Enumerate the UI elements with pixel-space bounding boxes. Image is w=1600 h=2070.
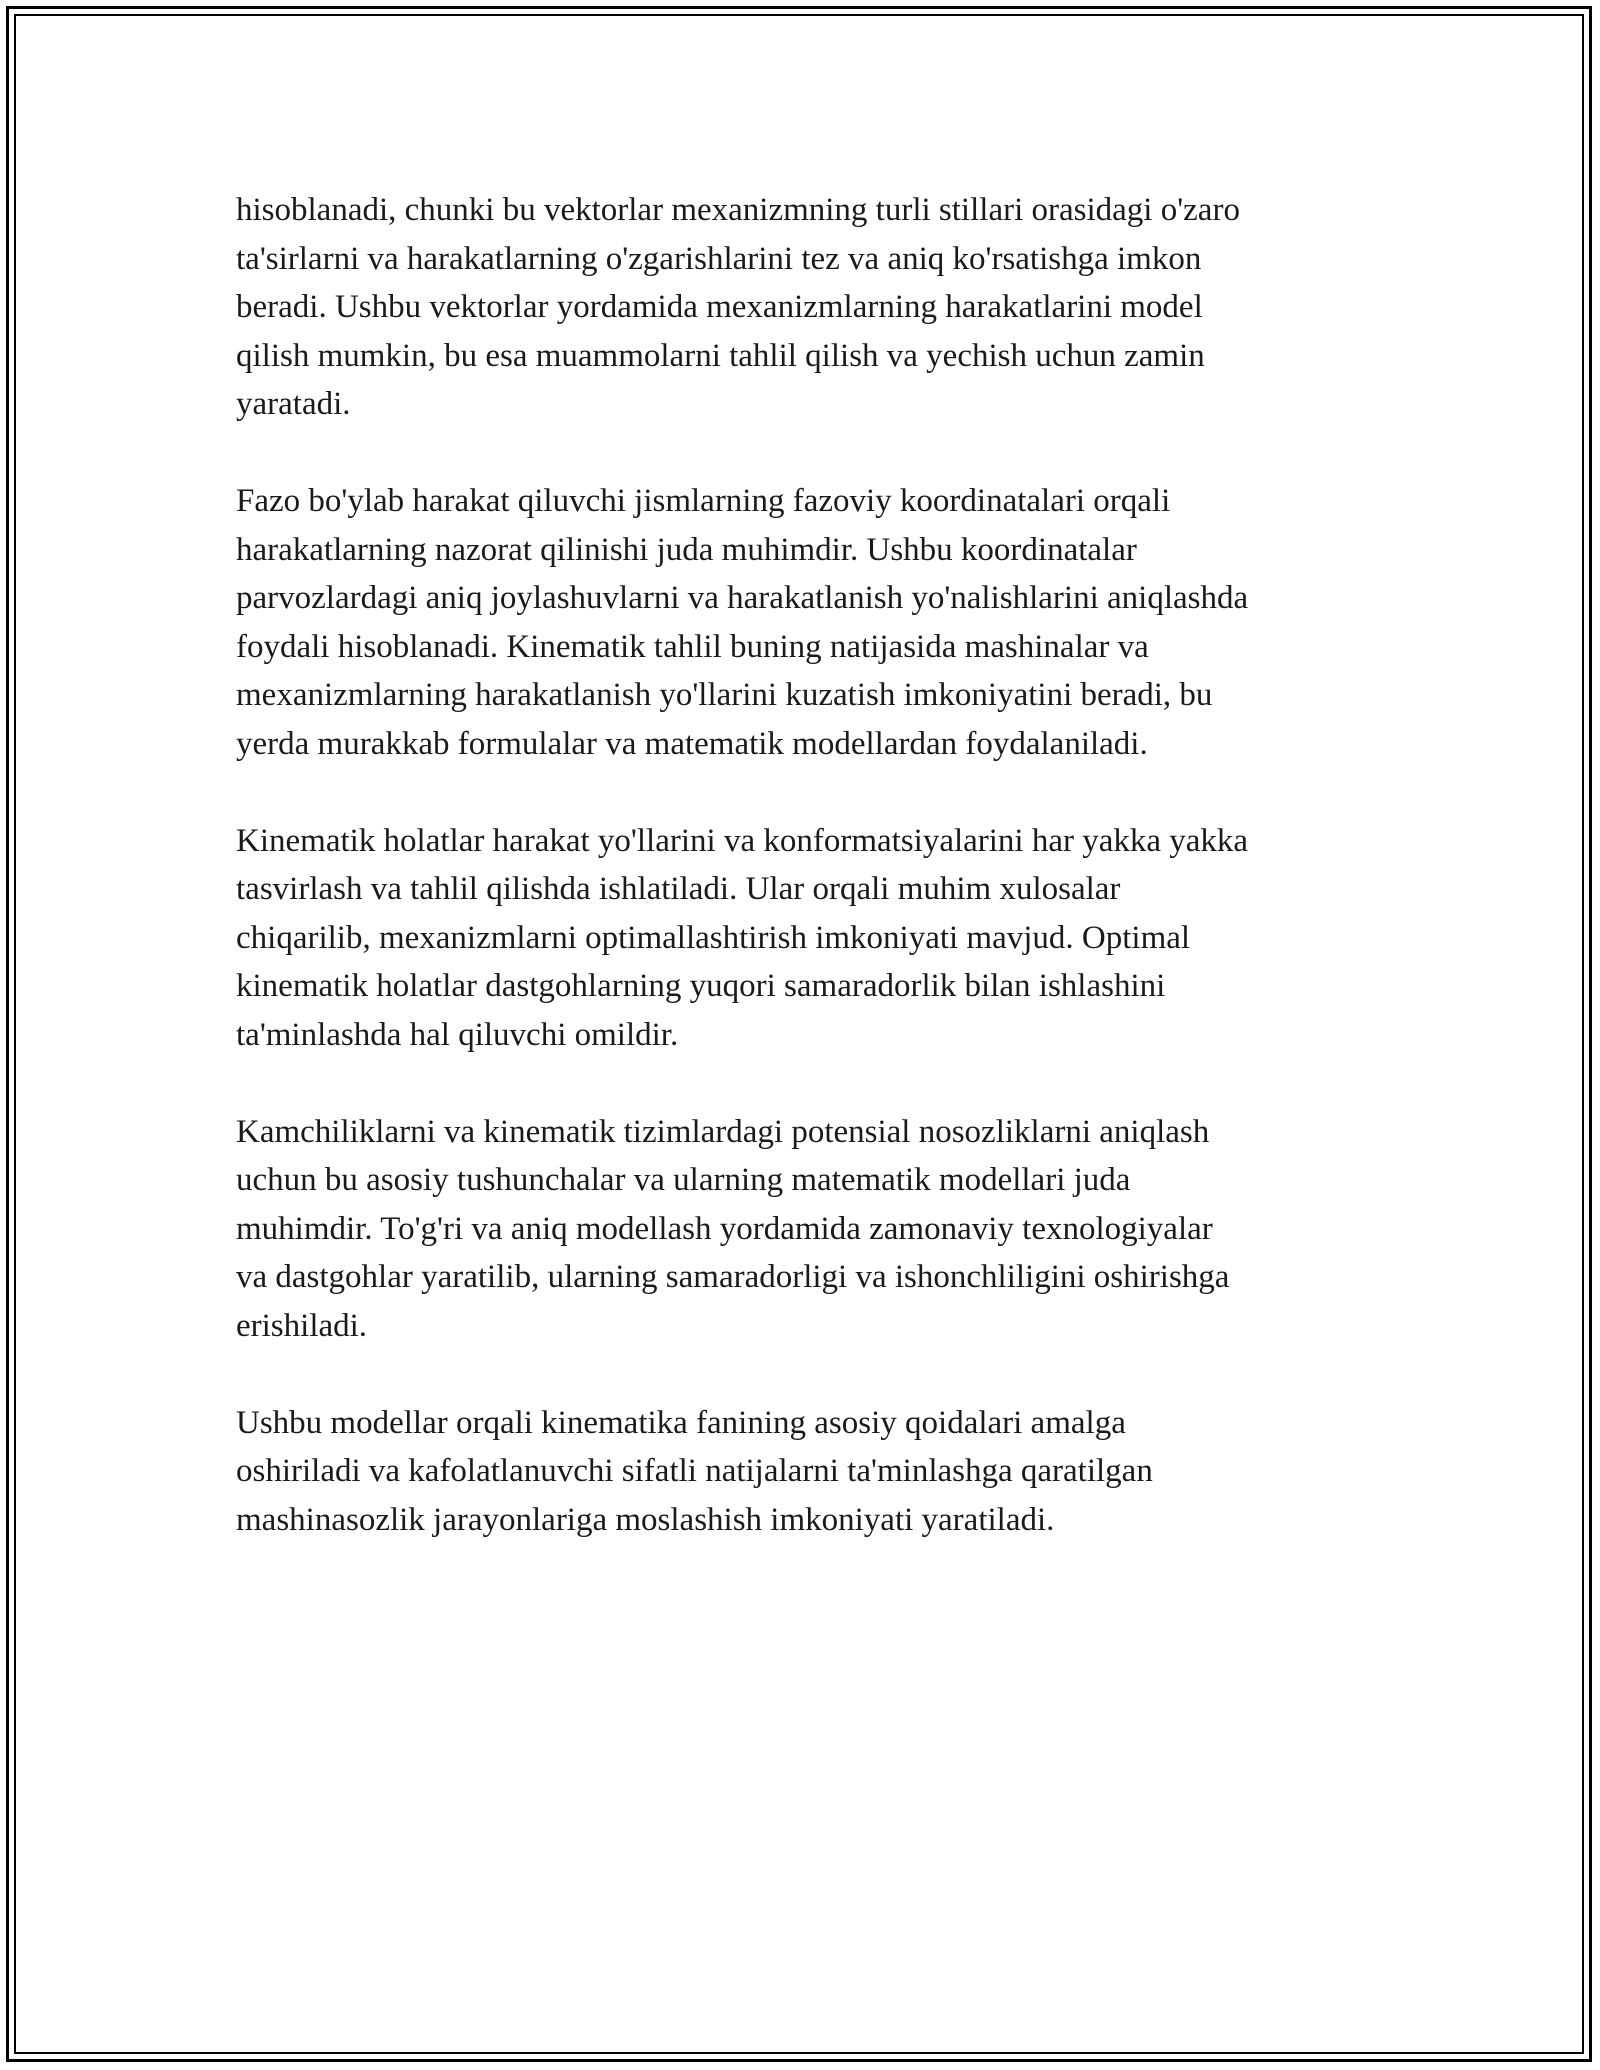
paragraph-3: Kinematik holatlar harakat yo'llarini va konformatsiyalarini har yakka yakka tasvirlash va tahlil qilishda ishlatiladi. Ular orqali muhim xulosalar chiqarilib, mexanizmlarni optimallashtirish imkoniyati mavjud. Optimal kinematik holatlar dastgohlarning yuqori samaradorlik bilan ishlashini ta'minlashda hal qiluvchi omildir. <box>236 822 1249 1053</box>
paragraph-2: Fazo bo'ylab harakat qiluvchi jismlarning fazoviy koordinatalari orqali harakatlarning nazorat qilinishi juda muhimdir. Ushbu koordinatalar parvozlardagi aniq joylashuvlarni va harakatlanish yo'nalishlarini aniqlashda foydali hisoblanadi. Kinematik tahlil buning natijasida mashinalar va mexanizmlarning harakatlanish yo'llarini kuzatish imkoniyatini beradi, bu yerda murakkab formulalar va matematik modellardan foydalaniladi. <box>236 483 1249 762</box>
document-body <box>236 186 1376 1593</box>
paragraph-5: Ushbu modellar orqali kinematika fanining asosiy qoidalari amalga oshiriladi va kafolatlanuvchi sifatli natijalarni ta'minlashga qaratilgan mashinasozlik jarayonlariga moslashish imkoniyati yaratiladi. <box>236 1404 1153 1538</box>
paragraph-1: hisoblanadi, chunki bu vektorlar mexanizmning turli stillari orasidagi o'zaro ta'sirlarni va harakatlarning o'zgarishlarini tez va aniq ko'rsatishga imkon beradi. Ushbu vektorlar yordamida mexanizmlarning harakatlarini model qilish mumkin, bu esa muammolarni tahlil qilish va yechish uchun zamin yaratadi. <box>236 192 1240 422</box>
paragraph-4: Kamchiliklarni va kinematik tizimlardagi potensial nosozliklarni aniqlash uchun bu asosiy tushunchalar va ularning matematik modellari juda muhimdir. To'g'ri va aniq modellash yordamida zamonaviy texnologiyalar va dastgohlar yaratilib, ularning samaradorligi va ishonchliligini oshirishga erishiladi. <box>236 1113 1230 1344</box>
